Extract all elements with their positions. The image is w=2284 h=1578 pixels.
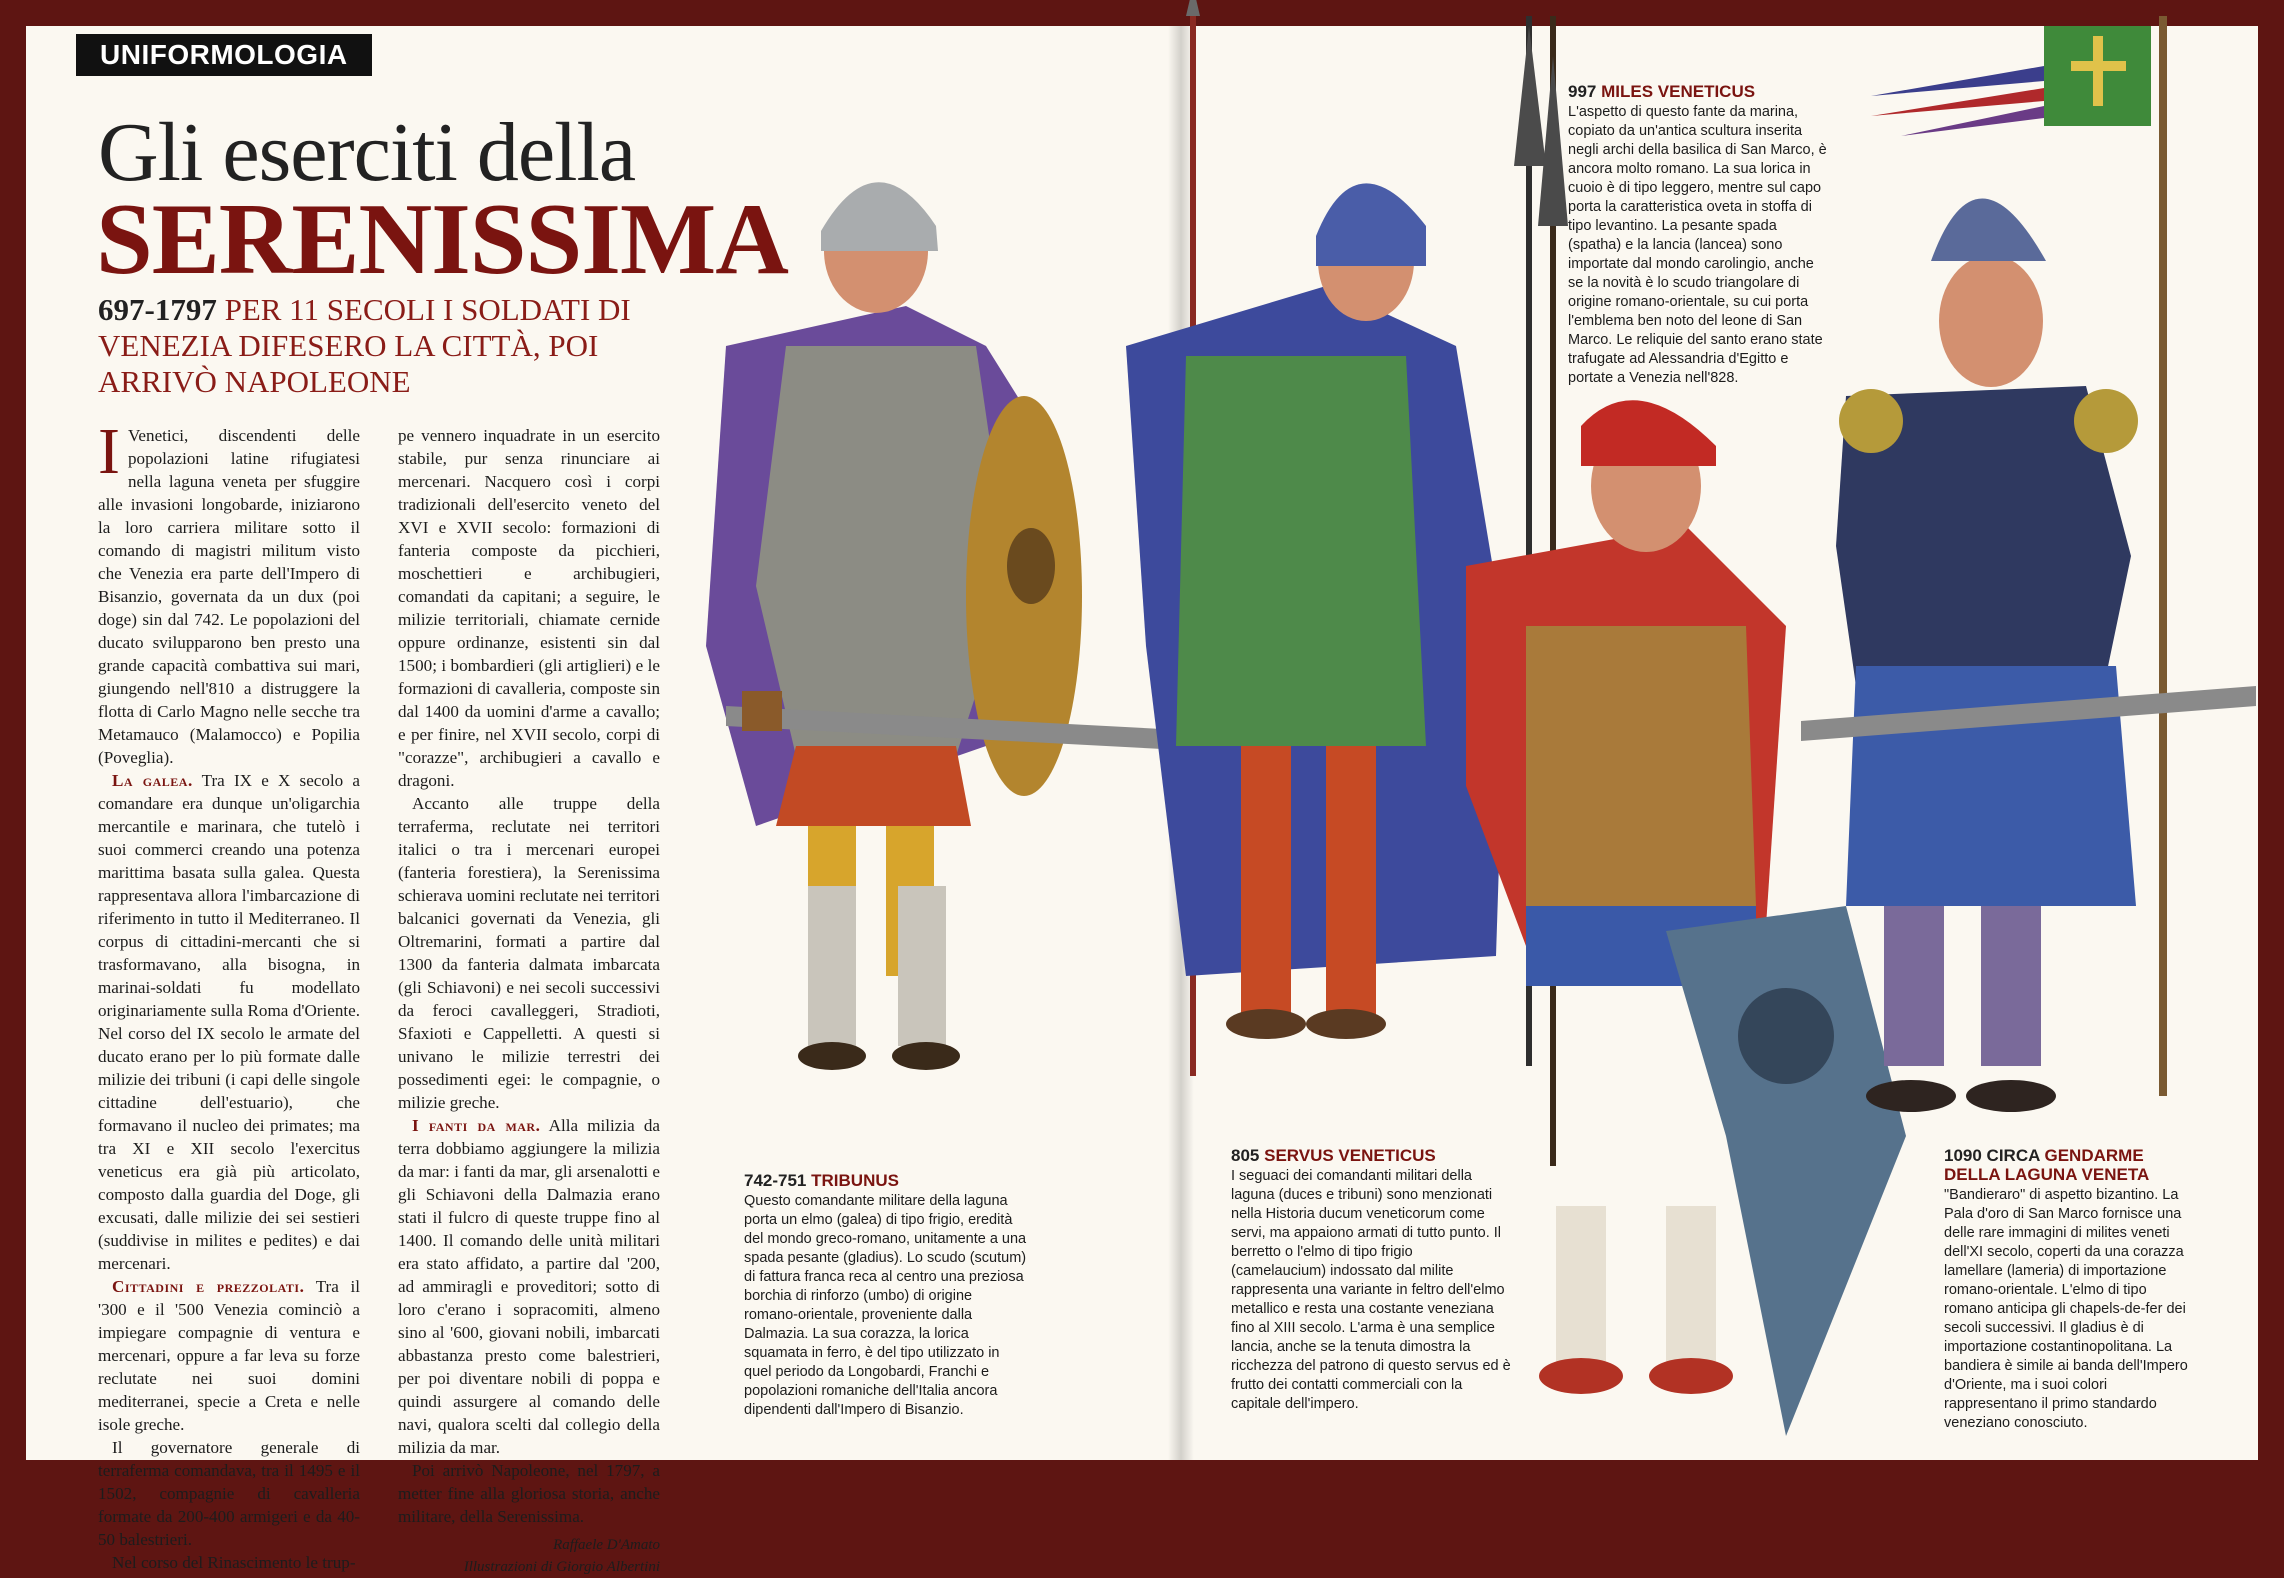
caption-gendarme-year: 1090 CIRCA [1944,1146,2040,1165]
caption-servus-name: SERVUS VENETICUS [1264,1146,1436,1165]
caption-tribunus-text: Questo comandante militare della laguna porta un elmo (galea) di tipo frigio, eredità del mondo greco-romano, unitamente a una spada pesante (gladius). Lo scudo (scutum) di fattura franca reca al centro una preziosa borchia di rinforzo (umbo) di origine romano-orientale, proveniente dalla Dalmazia. La sua corazza, la lorica squamata in ferro, è del tipo utilizzato in quel periodo da Longobardi, Franchi e popolazioni romaniche dell'Italia ancora dipendenti dall'Impero di Bisanzio. [744,1193,1027,1418]
magazine-spread [26,26,2258,1575]
author-credit: Raffaele D'Amato [553,1537,660,1553]
subhead-cittadini: Cittadini e prezzolati. [112,1277,305,1296]
soldiers-illustration [26,26,2258,1460]
caption-gendarme-text: "Bandieraro" di aspetto bizantino. La Pala d'oro di San Marco fornisce una delle rare immagini di milites veneti dell'XI secolo, coperti da una corazza lamellare (lameria) di importazione romano-orientale. L'elmo di tipo romano anticipa gli chapels-de-fer dei secoli successivi. Il gladius è di importazione costantinopolitana. La bandiera è simile ai banda dell'Impero d'Oriente, ma i suoi colori rappresentano il primo standardo veneziano conosciuto. [1944,1187,2188,1431]
col2-paragraph-1: pe vennero inquadrate in un esercito stabile, pur senza rinunciare ai mercenari. Nacquero così i corpi tradizionali dell'esercito veneto del XVI e XVII secolo: formazioni di fanteria composte da picchieri, moschettieri e archibugieri, comandati da capitani; a seguire, le milizie territoriali, chiamate cernide oppure ordinanze, esistenti sin dal 1500; i bombardieri (gli artiglieri) e le formazioni di cavalleria, composte sin dal 1400 da uomini d'arme a cavallo; e per finire, nel XVII secolo, corpi di "corazze", archibugieri a cavallo e dragoni. [398,426,660,790]
caption-miles-name: MILES VENETICUS [1601,82,1756,101]
figure-miles-veneticus [1126,16,1546,1066]
subtitle-text: PER 11 SECOLI I SOLDATI DI VENEZIA DIFESERO LA CITTÀ, POI ARRIVÒ NAPOLEONE [98,292,631,399]
caption-tribunus-year: 742-751 [744,1171,807,1190]
col2-paragraph-4: Poi arrivò Napoleone, nel 1797, a metter fine alla gloriosa storia, anche militare, della Serenissima. [398,1461,660,1526]
col1-paragraph-2: Tra IX e X secolo a comandare era dunque un'oligarchia mercantile e marinara, che tutelò i suoi commerci creando una potenza marittima basata sulla galea. Questa rappresentava allora l'imbarcazione di riferimento in tutto il Mediterraneo. Il corpus di cittadini-mercanti che si trasformavano, alla bisogna, in marinai-soldati fu modellato originariamente sulla Roma d'Oriente. Nel corso del IX secolo le armate del ducato erano per lo più formate dalle milizie dei tribuni (i capi delle singole cittadine dell'estuario), che formavano il nucleo dei primates; ma tra XI e XII secolo l'exercitus veneticus era già più articolato, composto dalla guardia del Doge, gli excusati, dalle milizie dei sei sestieri (suddivise in milites e pedites) e dai mercenari. [98,771,361,1273]
caption-gendarme [1944,1146,2190,1433]
title-line-2: SERENISSIMA [96,183,788,296]
subhead-galea: La galea. [112,771,193,790]
caption-servus-veneticus [1231,1146,1511,1414]
dropcap: I [98,415,120,488]
col1-paragraph-4: Il governatore generale di terraferma comandava, tra il 1495 e il 1502, compagnie di cavalleria formate da 200-400 armigeri e da 40-50 balestrieri. [98,1438,360,1549]
col2-paragraph-3: Alla milizia da terra dobbiamo aggiungere la milizia da mar: i fanti da mar, gli arsenalotti e gli Schiavoni della Dalmazia erano stati il fulcro di queste truppe fino al 1400. Il comando delle unità militari era stato affidato, a partire dal '200, ad ammiragli e proveditori; sotto di loro c'erano i sopracomiti, almeno sino al '600, giovani nobili, imbarcati abbastanza presto come balestrieri, per poi diventare nobili di poppa e quindi assurgere al comando delle navi, qualora scelti dal collegio della milizia da mar. [398,1116,660,1457]
caption-miles-veneticus [1568,82,1828,388]
caption-tribunus [744,1171,1030,1420]
caption-tribunus-name: TRIBUNUS [811,1171,899,1190]
col1-paragraph-1: Venetici, discendenti delle popolazioni latine rifugiatesi nella laguna veneta per sfuggire alle invasioni longobarde, iniziarono la loro carriera militare sotto il comando di magistri militum visto che Venezia era parte dell'Impero di Bisanzio, governata da un dux (poi doge) sin dal 742. Le popolazioni del ducato svilupparono ben presto una grande capacità combattiva sui mari, giungendo nell'810 a distruggere la flotta di Carlo Magno nelle secche tra Metamauco (Malamocco) e Popilia (Poveglia). [98,426,360,767]
col1-paragraph-3: Tra il '300 e il '500 Venezia cominciò a impiegare compagnie di ventura e mercenari, oppure a far leva su forze reclutate nei suoi domini mediterranei, specie a Creta e nelle isole greche. [98,1277,360,1434]
figure-gendarme [1801,199,2256,1113]
caption-miles-text: L'aspetto di questo fante da marina, copiato da un'antica scultura inserita negli archi della basilica di San Marco, è ancora molto romano. La sua lorica in cuoio è di tipo leggero, mentre sul capo porta la caratteristica oveta in stoffa di tipo levantino. La pesante spada (spatha) e la lancia (lancea) sono importate dal mondo carolingio, anche se la novità è lo scudo triangolare di origine romano-orientale, su cui porta l'emblema ben noto del leone di San Marco. Le reliquie del santo erano state trafugate ad Alessandria d'Egitto e portate a Venezia nell'828. [1568,104,1827,386]
col1-paragraph-5: Nel corso del Rinascimento le trup- [112,1553,356,1572]
caption-servus-text: I seguaci dei comandanti militari della laguna (duces e tribuni) sono menzionati nella Historia ducum veneticorum come servi, ma appaiono armati di tutto punto. Il berretto o l'elmo di tipo frigio (camelaucium) indossato dal milite rappresenta una variante in feltro dell'elmo metallico e resta una costante veneziana fino al XIII secolo. L'arma è una semplice lancia, anche se la tenuta dimostra la ricchezza del patrono di questo servus ed è frutto dei contatti commerciali con la capitale dell'impero. [1231,1168,1511,1412]
caption-gendarme-name: GENDARME DELLA LAGUNA VENETA [1944,1146,2150,1184]
caption-servus-year: 805 [1231,1146,1260,1165]
subhead-fanti: I fanti da mar. [412,1116,541,1135]
section-rubric: UNIFORMOLOGIA [76,34,372,76]
subtitle-years: 697-1797 [98,292,217,327]
caption-miles-year: 997 [1568,82,1597,101]
illustrator-credit: Illustrazioni di Giorgio Albertini [463,1559,660,1575]
title-line-1: Gli eserciti della [98,106,636,199]
col2-paragraph-2: Accanto alle truppe della terraferma, reclutate nei territori italici o tra i mercenari europei (fanteria forestiera), la Serenissima schierava uomini reclutate nei territori balcanici governati da Venezia, gli Oltremarini, formati a partire dal 1300 da fanteria dalmata imbarcata (gli Schiavoni) e nei secoli successivi da feroci cavalleggeri, Stradioti, Sfaxioti e Cappelletti. A questi si univano le milizie terrestri dei possedimenti egei: le compagnie, o milizie greche. [398,794,660,1112]
